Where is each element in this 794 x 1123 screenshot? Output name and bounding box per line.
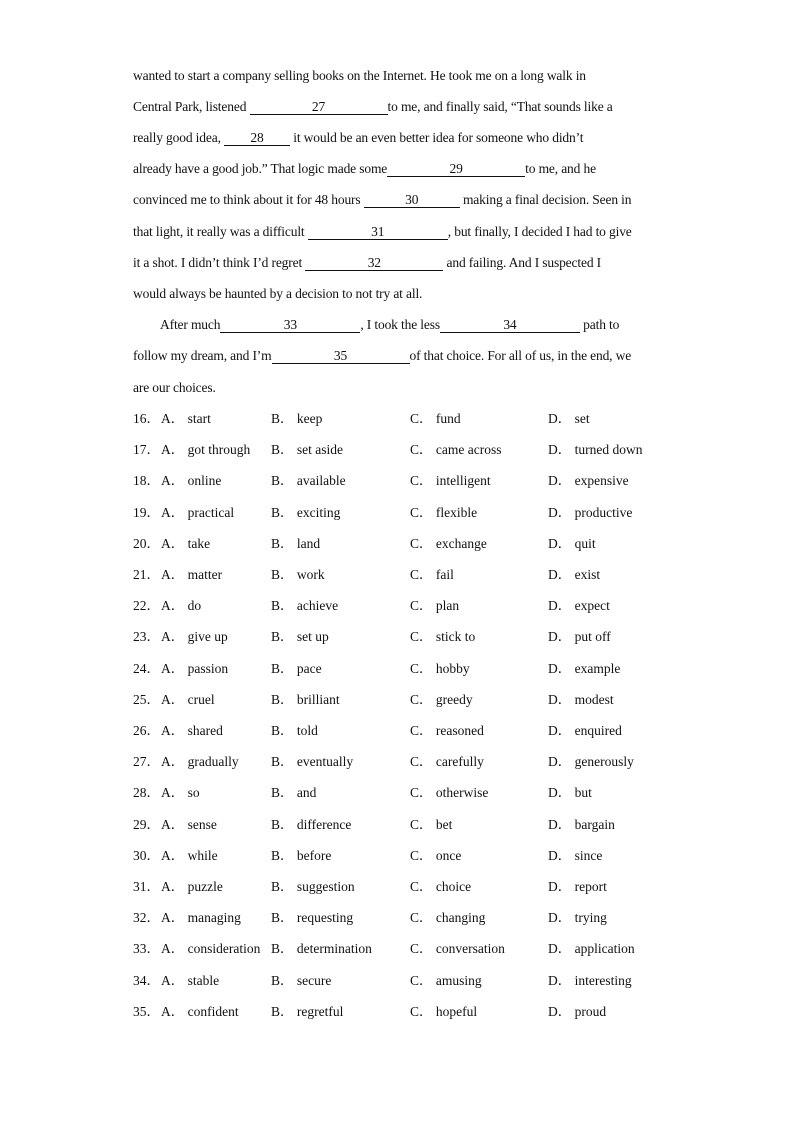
passage-text: and failing. And I suspected I [443,255,601,270]
passage-text: already have a good job.” That logic made some [133,161,388,176]
question-number: 31． [133,879,160,894]
option-a: A． sense [161,817,217,832]
passage-text: to me, and finally said, “That sounds like a [387,99,613,114]
option-c: C． amusing [410,973,482,988]
option-a: A． while [161,848,218,863]
option-c: C． hopeful [410,1004,478,1019]
passage-text: of that choice. For all of us, in the end, we [409,348,632,363]
option-c: C． reasoned [410,723,484,738]
option-c: C． bet [410,817,453,832]
option-c: C． otherwise [410,785,489,800]
option-a: A． confident [161,1004,239,1019]
option-d: D． expensive [548,473,629,488]
question-number: 29． [133,817,160,832]
option-b: B． set aside [271,442,343,457]
passage-line [133,255,663,271]
option-b: B． secure [271,973,332,988]
option-d: D． productive [548,505,633,520]
passage-line [133,161,663,177]
option-d: D． report [548,879,607,894]
option-b: B． work [271,567,325,582]
passage-text: path to [579,317,620,332]
option-b: B． regretful [271,1004,344,1019]
option-a: A． passion [161,661,229,676]
option-d: D． modest [548,692,614,707]
option-c: C． changing [410,910,486,925]
option-c: C． fail [410,567,454,582]
question-number: 23． [133,629,160,644]
option-a: A． managing [161,910,241,925]
option-b: B． pace [271,661,322,676]
blank-35: 35 [272,349,410,364]
passage-text: that light, it really was a difficult [133,224,308,239]
option-b: B． and [271,785,317,800]
option-a: A． puzzle [161,879,223,894]
option-c: C． choice [410,879,472,894]
option-c: C． fund [410,411,461,426]
option-d: D． since [548,848,603,863]
option-b: B． suggestion [271,879,355,894]
passage-text: convinced me to think about it for 48 hours [133,192,364,207]
option-a: A． start [161,411,211,426]
option-b: B． told [271,723,318,738]
option-d: D． trying [548,910,607,925]
passage-text: it would be an even better idea for someone who didn’t [290,130,584,145]
blank-28: 28 [224,131,290,146]
option-d: D． exist [548,567,601,582]
option-b: B． eventually [271,754,354,769]
blank-27: 27 [250,100,388,115]
passage-line [133,68,663,84]
blank-33: 33 [220,318,360,333]
question-number: 26． [133,723,160,738]
blank-29: 29 [387,162,525,177]
passage-text: follow my dream, and I’m [133,348,272,363]
option-a: A． stable [161,973,220,988]
option-d: D． bargain [548,817,615,832]
option-b: B． keep [271,411,323,426]
option-a: A． do [161,598,202,613]
option-d: D． expect [548,598,610,613]
option-b: B． available [271,473,346,488]
passage-text: wanted to start a company selling books on the Internet. He took me on a long walk in [133,68,586,83]
option-b: B． set up [271,629,329,644]
passage-line [133,130,663,146]
option-c: C． stick to [410,629,476,644]
option-c: C． came across [410,442,502,457]
option-d: D． proud [548,1004,607,1019]
passage-text: really good idea, [133,130,225,145]
passage-text: making a final decision. Seen in [459,192,632,207]
option-d: D． interesting [548,973,632,988]
question-number: 25． [133,692,160,707]
question-number: 27． [133,754,160,769]
passage-text: to me, and he [525,161,596,176]
option-d: D． turned down [548,442,643,457]
option-a: A． consideration [161,941,261,956]
option-d: D． example [548,661,621,676]
question-number: 33． [133,941,160,956]
question-number: 18． [133,473,160,488]
option-a: A． shared [161,723,223,738]
option-b: B． requesting [271,910,354,925]
question-number: 17． [133,442,160,457]
option-a: A． gradually [161,754,239,769]
passage-line [133,286,663,302]
option-d: D． quit [548,536,596,551]
option-a: A． give up [161,629,228,644]
option-c: C． once [410,848,462,863]
option-b: B． brilliant [271,692,340,707]
question-number: 24． [133,661,160,676]
option-a: A． online [161,473,222,488]
passage-line [133,192,663,208]
option-b: B． before [271,848,332,863]
passage-line [133,224,663,240]
option-c: C． plan [410,598,460,613]
question-number: 35． [133,1004,160,1019]
question-number: 20． [133,536,160,551]
option-a: A． practical [161,505,235,520]
option-d: D． enquired [548,723,622,738]
question-number: 34． [133,973,160,988]
question-number: 19． [133,505,160,520]
option-a: A． cruel [161,692,215,707]
passage-text: it a shot. I didn’t think I’d regret [133,255,306,270]
option-d: D． set [548,411,590,426]
blank-34: 34 [440,318,580,333]
passage-text: , I took the less [360,317,440,332]
option-c: C． hobby [410,661,470,676]
option-a: A． so [161,785,200,800]
question-number: 32． [133,910,160,925]
passage-text: are our choices. [133,380,216,395]
option-d: D． put off [548,629,611,644]
passage-line [133,99,663,115]
question-number: 22． [133,598,160,613]
option-d: D． generously [548,754,634,769]
question-number: 21． [133,567,160,582]
passage-text: , but finally, I decided I had to give [447,224,632,239]
option-c: C． conversation [410,941,505,956]
passage-line [160,317,690,333]
passage-text: Central Park, listened [133,99,250,114]
option-a: A． got through [161,442,251,457]
option-c: C． intelligent [410,473,491,488]
question-number: 28． [133,785,160,800]
passage-line [133,348,663,364]
blank-31: 31 [308,225,448,240]
option-c: C． greedy [410,692,473,707]
question-number: 16． [133,411,160,426]
option-b: B． land [271,536,321,551]
option-d: D． application [548,941,635,956]
option-b: B． achieve [271,598,339,613]
passage-line [133,380,663,396]
passage-text: would always be haunted by a decision to not try at all. [133,286,423,301]
option-a: A． matter [161,567,223,582]
option-c: C． carefully [410,754,484,769]
option-c: C． flexible [410,505,478,520]
option-d: D． but [548,785,592,800]
option-b: B． exciting [271,505,341,520]
option-c: C． exchange [410,536,487,551]
passage-text: After much [160,317,221,332]
question-number: 30． [133,848,160,863]
option-b: B． determination [271,941,372,956]
option-a: A． take [161,536,211,551]
option-b: B． difference [271,817,352,832]
blank-32: 32 [305,256,443,271]
blank-30: 30 [364,193,460,208]
